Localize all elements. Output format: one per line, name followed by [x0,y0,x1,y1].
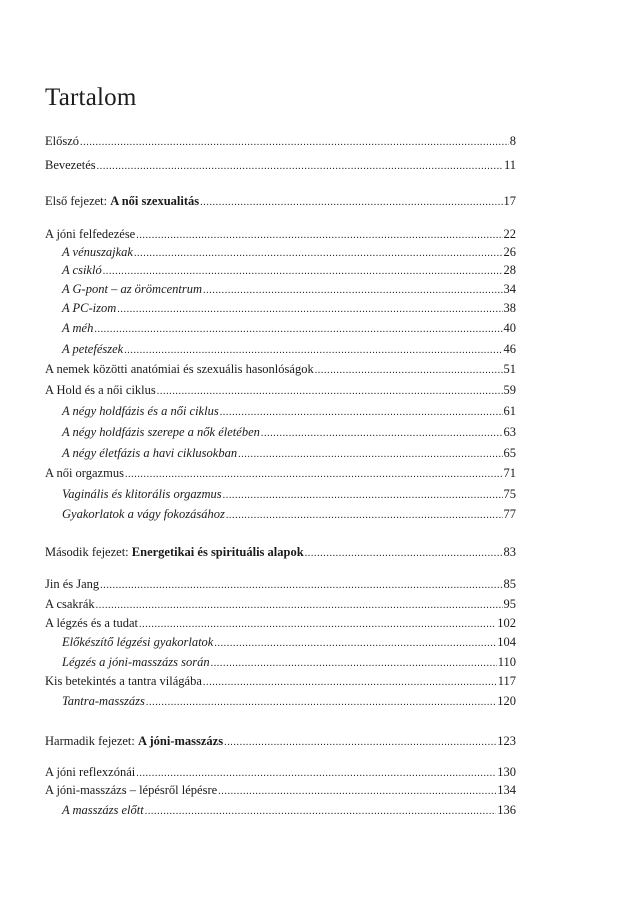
toc-entry [45,361,516,379]
toc-subentry [62,341,516,359]
toc-subentry [62,300,516,318]
toc-entry-page: 61 [503,404,516,418]
toc-entry-page: 102 [497,616,516,630]
toc-entry-label: Kis betekintés a tantra világába [45,674,202,688]
toc-subentry [62,281,516,299]
toc-entry-page: 46 [503,342,516,356]
toc-entry-label: A jóni reflexzónái [45,765,136,779]
toc-entry [45,764,516,782]
toc-entry-page: 136 [497,803,516,817]
toc-chapter-2 [45,544,516,562]
toc-entry-page: 22 [503,227,516,241]
toc-entry-label: A petefészek [62,342,124,356]
toc-entry-label: A Hold és a női ciklus [45,383,156,397]
toc-entry-label: A légzés és a tudat [45,616,139,630]
toc-entry [45,615,516,633]
chapter-prefix: Második fejezet: [45,545,132,559]
toc-entry-page: 59 [503,383,516,397]
toc-entry-label: A jóni-masszázs – lépésről lépésre [45,783,218,797]
toc-entry-label: Előkészítő légzési gyakorlatok [62,635,214,649]
toc-entry-label: A nemek közötti anatómiai és szexuális hasonlóságok [45,362,314,376]
toc-entry-label: A csikló [62,263,102,277]
toc-entry-label: Vaginális és klitorális orgazmus [62,487,222,501]
page-title: Tartalom [45,84,137,111]
chapter-title: Energetikai és spirituális alapok [131,545,304,559]
toc-entry [45,382,516,400]
toc-entry-label: A masszázs előtt [62,803,144,817]
toc-entry-page: 38 [503,301,516,315]
toc-entry-page: 110 [497,655,516,669]
toc-entry-page: 71 [503,466,516,480]
toc-entry [45,596,516,614]
toc-entry-page: 63 [503,425,516,439]
toc-subentry [62,654,516,672]
toc-entry-label: A PC-izom [62,301,117,315]
toc-subentry [62,403,516,421]
toc-entry-label: A méh [62,321,94,335]
toc-subentry [62,320,516,338]
toc-subentry [62,693,516,711]
toc-entry-label: Bevezetés [45,158,96,172]
toc-entry-label: A jóni felfedezése [45,227,136,241]
toc-entry-page: 104 [497,635,516,649]
toc-entry-label: A négy életfázis a havi ciklusokban [62,446,238,460]
toc-entry-label: A G-pont – az örömcentrum [62,282,203,296]
toc-entry-label: A négy holdfázis és a női ciklus [62,404,219,418]
toc-entry-page: 8 [509,134,516,148]
chapter-page: 123 [497,734,516,748]
toc-subentry [62,424,516,442]
toc-entry-label: Előszó [45,134,80,148]
toc-entry-label: Gyakorlatok a vágy fokozásához [62,507,225,521]
toc-entry-page: 95 [503,597,516,611]
toc-entry [45,576,516,594]
toc-subentry [62,802,516,820]
toc-entry-page: 51 [503,362,516,376]
toc-entry-introduction [45,157,516,175]
toc-entry-page: 130 [497,765,516,779]
toc-entry [45,673,516,691]
toc-subentry [62,634,516,652]
toc-entry-foreword [45,133,516,151]
toc-entry-page: 28 [503,263,516,277]
toc-entry-page: 34 [503,282,516,296]
toc-entry-page: 134 [497,783,516,797]
chapter-title: A női szexualitás [110,194,200,208]
toc-subentry [62,244,516,262]
toc-subentry [62,486,516,504]
toc-chapter-3 [45,733,516,751]
toc-entry-page: 77 [503,507,516,521]
toc-entry-page: 40 [503,321,516,335]
toc-entry-page: 117 [497,674,516,688]
toc-entry-page: 75 [503,487,516,501]
toc-subentry [62,445,516,463]
toc-entry-page: 85 [503,577,516,591]
toc-entry-page: 26 [503,245,516,259]
toc-entry-label: Jin és Jang [45,577,100,591]
toc-entry-label: Tantra-masszázs [62,694,145,708]
chapter-page: 17 [503,194,516,208]
toc-entry [45,226,516,244]
toc-subentry [62,262,516,280]
toc-entry-page: 120 [497,694,516,708]
toc-entry [45,782,516,800]
toc-entry-page: 65 [503,446,516,460]
toc-entry-page: 11 [503,158,516,172]
chapter-page: 83 [503,545,516,559]
toc-entry [45,465,516,483]
toc-entry-label: A női orgazmus [45,466,124,480]
toc-entry-label: A vénuszajkak [62,245,133,259]
chapter-title: A jóni-masszázs [138,734,224,748]
toc-entry-label: Légzés a jóni-masszázs során [62,655,210,669]
toc-subentry [62,506,516,524]
chapter-prefix: Első fejezet: [45,194,111,208]
toc-chapter-1 [45,193,516,211]
toc-entry-label: A csakrák [45,597,95,611]
chapter-prefix: Harmadik fejezet: [45,734,139,748]
toc-entry-label: A négy holdfázis szerepe a nők életében [62,425,260,439]
